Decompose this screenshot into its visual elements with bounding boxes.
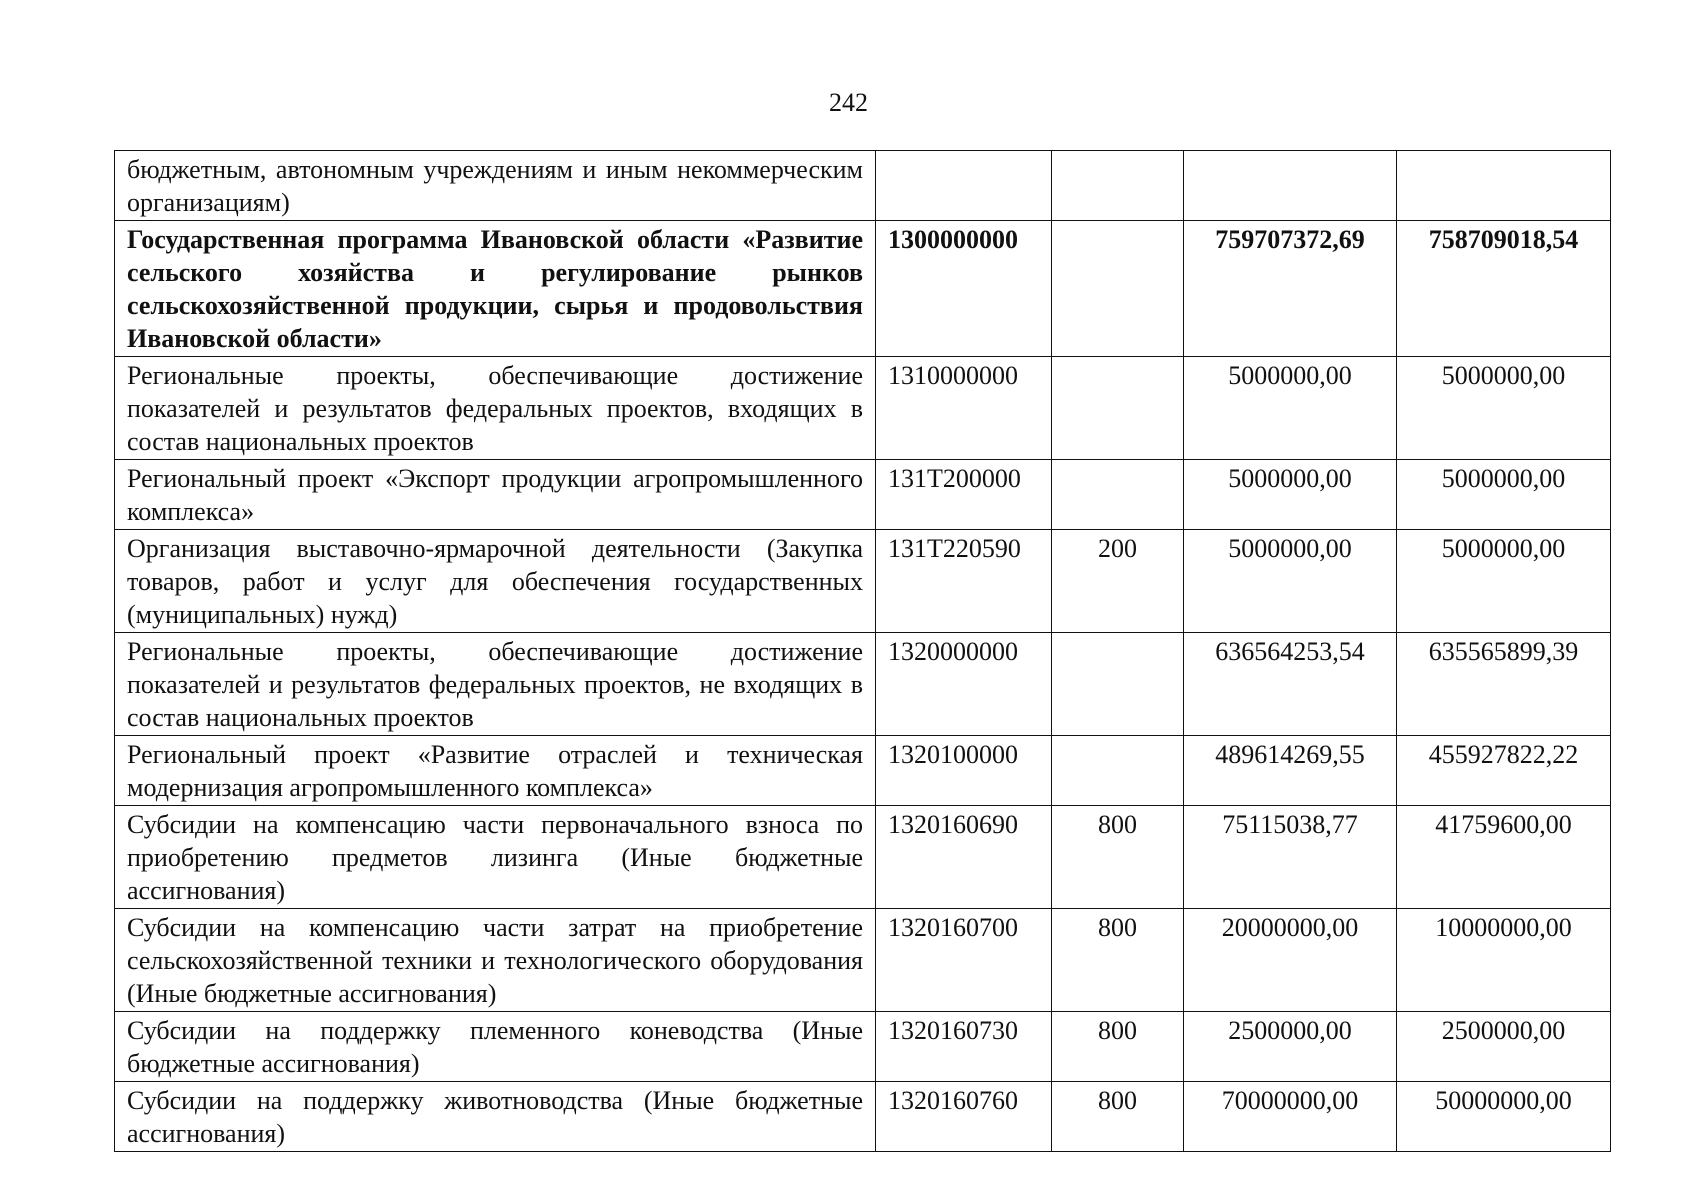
expense-type-code-cell	[1052, 460, 1184, 530]
table-row	[115, 909, 1611, 1012]
expense-type-code-cell: 200	[1052, 530, 1184, 633]
amount-year-2-cell: 41759600,00	[1397, 806, 1611, 909]
table-row	[115, 460, 1611, 530]
amount-year-2-cell: 5000000,00	[1397, 530, 1611, 633]
target-article-code-cell: 1320160700	[876, 909, 1052, 1012]
page-number: 242	[829, 88, 868, 117]
row-name-cell: Региональные проекты, обеспечивающие достижение показателей и результатов федеральных проектов, входящих в состав национальных проектов	[115, 357, 876, 460]
amount-year-1-cell	[1184, 151, 1397, 221]
row-name-cell: Субсидии на компенсацию части первоначального взноса по приобретению предметов лизинга (Иные бюджетные ассигнования)	[115, 806, 876, 909]
target-article-code-cell: 1300000000	[876, 221, 1052, 357]
budget-table	[114, 150, 1611, 1152]
target-article-code-cell: 1320000000	[876, 633, 1052, 736]
table-row	[115, 151, 1611, 221]
row-name-cell: Субсидии на поддержку животноводства (Иные бюджетные ассигнования)	[115, 1082, 876, 1152]
table-row	[115, 736, 1611, 806]
expense-type-code-cell: 800	[1052, 1012, 1184, 1082]
target-article-code-cell	[876, 151, 1052, 221]
expense-type-code-cell: 800	[1052, 1082, 1184, 1152]
target-article-code-cell: 131Т220590	[876, 530, 1052, 633]
amount-year-2-cell: 455927822,22	[1397, 736, 1611, 806]
amount-year-2-cell: 635565899,39	[1397, 633, 1611, 736]
row-name-cell: Государственная программа Ивановской области «Развитие сельского хозяйства и регулирование рынков сельскохозяйственной продукции, сырья и продовольствия Ивановской области»	[115, 221, 876, 357]
row-name-cell: Субсидии на компенсацию части затрат на приобретение сельскохозяйственной техники и технологического оборудования (Иные бюджетные ассигнования)	[115, 909, 876, 1012]
expense-type-code-cell	[1052, 357, 1184, 460]
budget-table-body	[115, 151, 1611, 1152]
amount-year-1-cell: 75115038,77	[1184, 806, 1397, 909]
row-name-cell: Субсидии на поддержку племенного коневодства (Иные бюджетные ассигнования)	[115, 1012, 876, 1082]
target-article-code-cell: 1320160760	[876, 1082, 1052, 1152]
table-row	[115, 633, 1611, 736]
amount-year-1-cell: 759707372,69	[1184, 221, 1397, 357]
row-name-cell: бюджетным, автономным учреждениям и иным некоммерческим организациям)	[115, 151, 876, 221]
amount-year-1-cell: 489614269,55	[1184, 736, 1397, 806]
amount-year-2-cell: 10000000,00	[1397, 909, 1611, 1012]
amount-year-2-cell	[1397, 151, 1611, 221]
expense-type-code-cell	[1052, 151, 1184, 221]
amount-year-1-cell: 5000000,00	[1184, 530, 1397, 633]
target-article-code-cell: 1320160690	[876, 806, 1052, 909]
table-row	[115, 221, 1611, 357]
target-article-code-cell: 1320160730	[876, 1012, 1052, 1082]
table-row	[115, 357, 1611, 460]
expense-type-code-cell: 800	[1052, 806, 1184, 909]
amount-year-1-cell: 70000000,00	[1184, 1082, 1397, 1152]
amount-year-2-cell: 5000000,00	[1397, 357, 1611, 460]
row-name-cell: Региональные проекты, обеспечивающие достижение показателей и результатов федеральных проектов, не входящих в состав национальных проектов	[115, 633, 876, 736]
amount-year-2-cell: 758709018,54	[1397, 221, 1611, 357]
amount-year-2-cell: 50000000,00	[1397, 1082, 1611, 1152]
amount-year-1-cell: 2500000,00	[1184, 1012, 1397, 1082]
amount-year-1-cell: 20000000,00	[1184, 909, 1397, 1012]
target-article-code-cell: 1320100000	[876, 736, 1052, 806]
expense-type-code-cell	[1052, 633, 1184, 736]
target-article-code-cell: 131Т200000	[876, 460, 1052, 530]
row-name-cell: Региональный проект «Экспорт продукции агропромышленного комплекса»	[115, 460, 876, 530]
amount-year-1-cell: 636564253,54	[1184, 633, 1397, 736]
row-name-cell: Региональный проект «Развитие отраслей и техническая модернизация агропромышленного комплекса»	[115, 736, 876, 806]
table-row	[115, 1082, 1611, 1152]
amount-year-1-cell: 5000000,00	[1184, 460, 1397, 530]
amount-year-2-cell: 5000000,00	[1397, 460, 1611, 530]
expense-type-code-cell	[1052, 736, 1184, 806]
row-name-cell: Организация выставочно-ярмарочной деятельности (Закупка товаров, работ и услуг для обеспечения государственных (муниципальных) нужд)	[115, 530, 876, 633]
expense-type-code-cell: 800	[1052, 909, 1184, 1012]
amount-year-1-cell: 5000000,00	[1184, 357, 1397, 460]
amount-year-2-cell: 2500000,00	[1397, 1012, 1611, 1082]
expense-type-code-cell	[1052, 221, 1184, 357]
table-row	[115, 806, 1611, 909]
target-article-code-cell: 1310000000	[876, 357, 1052, 460]
table-row	[115, 1012, 1611, 1082]
table-row	[115, 530, 1611, 633]
